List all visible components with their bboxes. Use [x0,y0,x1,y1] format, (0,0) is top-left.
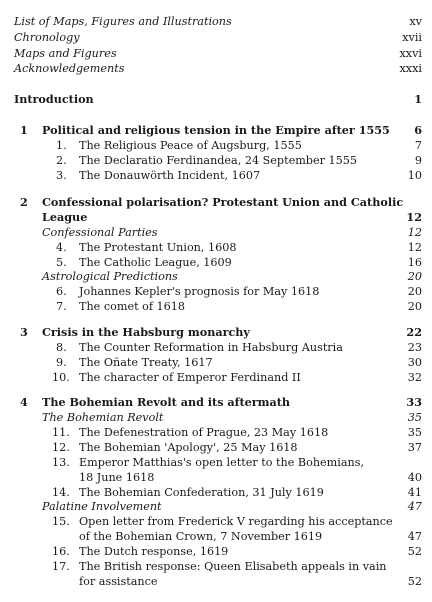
document-number: 1. [56,139,67,152]
document-page: 9 [414,154,422,167]
document-entry-continued [0,575,432,589]
document-number: 7. [56,300,67,313]
document-entry [0,300,432,314]
document-entry [0,441,432,455]
chapter-number: 4 [20,395,28,409]
section-title: The Bohemian Revolt [42,411,164,424]
document-page: 12 [407,241,422,254]
chapter-heading-continued [0,211,432,225]
section-heading [0,411,432,425]
document-title: The Bohemian Confederation, 31 July 1619 [79,486,324,499]
document-title: The Religious Peace of Augsburg, 1555 [79,139,302,152]
chapter-title: Confessional polarisation? Protestant Union and Catholic [42,195,404,209]
document-number: 2. [56,154,67,167]
document-page: 10 [407,169,422,182]
section-page: 47 [407,500,422,513]
document-page: 52 [407,575,422,588]
section-title: Confessional Parties [42,226,158,239]
document-entry [0,515,432,529]
document-entry [0,426,432,440]
document-entry-continued [0,471,432,485]
document-page: 23 [407,341,422,354]
toc-entry-title: Maps and Figures [14,47,117,60]
chapter-title: The Bohemian Revolt and its aftermath [42,395,291,409]
document-title: The Protestant Union, 1608 [79,241,237,254]
document-page: 41 [407,486,422,499]
document-title: Open letter from Frederick V regarding his acceptance [79,515,393,528]
document-entry-continued [0,530,432,544]
section-page: 35 [407,411,422,424]
chapter-number: 3 [20,325,28,339]
toc-entry-page: xxxi [399,62,422,75]
document-page: 32 [407,371,422,384]
chapter-heading [0,196,432,210]
document-page: 35 [407,426,422,439]
document-title: The Donauwörth Incident, 1607 [79,169,261,182]
document-entry [0,371,432,385]
document-page: 40 [407,471,422,484]
section-heading [0,226,432,240]
document-title: The Declaratio Ferdinandea, 24 September 1555 [79,154,357,167]
toc-entry-page: xv [409,15,422,28]
document-entry [0,486,432,500]
document-entry [0,139,432,153]
document-title: Emperor Matthias's open letter to the Bohemians, [79,456,365,469]
document-page: 47 [407,530,422,543]
chapter-page: 6 [414,123,422,137]
document-entry [0,456,432,470]
toc-entry [0,15,432,29]
document-title: for assistance [79,575,158,588]
document-number: 13. [52,456,70,469]
toc-entry-title: Introduction [14,92,94,106]
document-entry [0,560,432,574]
chapter-page: 33 [406,395,422,409]
document-number: 8. [56,341,67,354]
document-title: The character of Emperor Ferdinand II [79,371,301,384]
chapter-number: 1 [20,123,28,137]
document-title: 18 June 1618 [79,471,155,484]
section-page: 20 [407,270,422,283]
document-entry [0,356,432,370]
document-entry [0,169,432,183]
document-page: 16 [407,256,422,269]
document-page: 20 [407,300,422,313]
toc-entry-page: xxvi [399,47,422,60]
toc-entry-title: Acknowledgements [14,62,125,75]
document-entry [0,545,432,559]
toc-entry-page: 1 [414,92,422,106]
document-page: 52 [407,545,422,558]
document-title: The Bohemian 'Apology', 25 May 1618 [79,441,298,454]
chapter-heading [0,396,432,410]
document-number: 3. [56,169,67,182]
document-page: 37 [407,441,422,454]
chapter-number: 2 [20,195,28,209]
toc-introduction [0,93,432,107]
section-page: 12 [407,226,422,239]
chapter-title: League [42,210,88,224]
document-title: The Oñate Treaty, 1617 [79,356,213,369]
document-title: Johannes Kepler's prognosis for May 1618 [79,285,320,298]
toc-entry-title: List of Maps, Figures and Illustrations [14,15,232,28]
document-number: 11. [52,426,70,439]
document-title: The Defenestration of Prague, 23 May 1618 [79,426,329,439]
section-title: Astrological Predictions [42,270,178,283]
document-page: 30 [407,356,422,369]
document-number: 9. [56,356,67,369]
section-heading [0,500,432,514]
document-entry [0,256,432,270]
section-heading [0,270,432,284]
document-entry [0,285,432,299]
chapter-page: 12 [406,210,422,224]
document-number: 5. [56,256,67,269]
document-title: The Catholic League, 1609 [79,256,232,269]
document-number: 4. [56,241,67,254]
document-number: 12. [52,441,70,454]
document-title: of the Bohemian Crown, 7 November 1619 [79,530,323,543]
document-number: 16. [52,545,70,558]
document-title: The British response: Queen Elisabeth appeals in vain [79,560,387,573]
document-number: 14. [52,486,70,499]
document-title: The Counter Reformation in Habsburg Austria [79,341,343,354]
document-title: The comet of 1618 [79,300,186,313]
section-title: Palatine Involvement [42,500,162,513]
document-page: 7 [414,139,422,152]
chapter-heading [0,326,432,340]
document-page: 20 [407,285,422,298]
chapter-title: Crisis in the Habsburg monarchy [42,325,250,339]
chapter-title: Political and religious tension in the Empire after 1555 [42,123,390,137]
document-title: The Dutch response, 1619 [79,545,229,558]
document-number: 17. [52,560,70,573]
toc-entry-title: Chronology [14,31,80,44]
toc-entry [0,47,432,61]
toc-entry-page: xvii [402,31,422,44]
document-number: 15. [52,515,70,528]
toc-entry [0,62,432,76]
chapter-page: 22 [406,325,422,339]
document-entry [0,154,432,168]
toc-entry [0,31,432,45]
document-number: 10. [52,371,70,384]
document-entry [0,241,432,255]
document-number: 6. [56,285,67,298]
document-entry [0,341,432,355]
chapter-heading [0,124,432,138]
